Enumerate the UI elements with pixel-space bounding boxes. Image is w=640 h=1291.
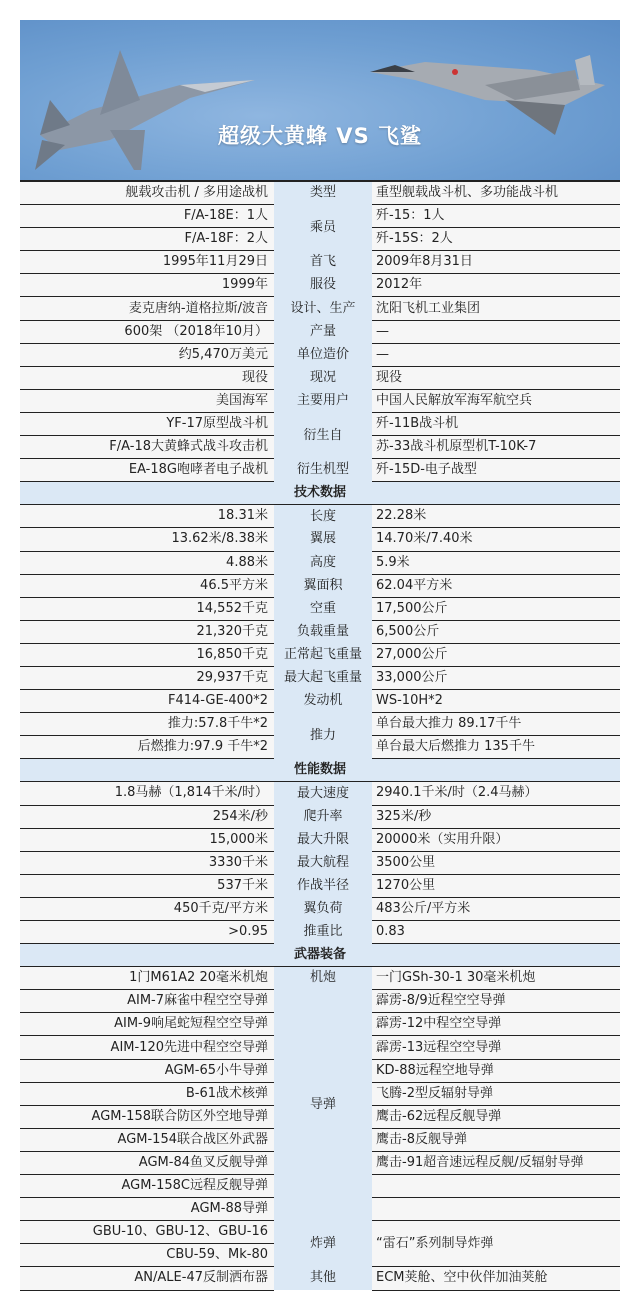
table-row <box>20 713 620 736</box>
flying-shark-value: 歼-15D-电子战型 <box>372 459 620 482</box>
table-row <box>20 597 620 620</box>
section-header-row <box>20 482 620 505</box>
attribute-label: 衍生机型 <box>274 459 372 482</box>
flying-shark-value <box>372 1198 620 1221</box>
table-row <box>20 690 620 713</box>
attribute-label: 导弹 <box>274 990 372 1221</box>
attribute-label: 机炮 <box>274 967 372 990</box>
table-row <box>20 459 620 482</box>
attribute-label: 长度 <box>274 505 372 528</box>
flying-shark-value: 歼-15：1人 <box>372 205 620 228</box>
super-hornet-value: AIM-120先进中程空空导弹 <box>20 1036 274 1059</box>
table-row <box>20 921 620 944</box>
attribute-label: 正常起飞重量 <box>274 643 372 666</box>
flying-shark-value: 重型舰载战斗机、多功能战斗机 <box>372 181 620 205</box>
table-row <box>20 828 620 851</box>
table-row <box>20 297 620 320</box>
flying-shark-value: 苏-33战斗机原型机T-10K-7 <box>372 436 620 459</box>
super-hornet-value: 推力:57.8千牛*2 <box>20 713 274 736</box>
table-row <box>20 990 620 1013</box>
flying-shark-value: — <box>372 343 620 366</box>
super-hornet-value: 14,552千克 <box>20 597 274 620</box>
super-hornet-value: 舰载攻击机 / 多用途战机 <box>20 181 274 205</box>
flying-shark-value: 2012年 <box>372 274 620 297</box>
attribute-label: 高度 <box>274 551 372 574</box>
flying-shark-value: 6,500公斤 <box>372 620 620 643</box>
flying-shark-value: 62.04平方米 <box>372 574 620 597</box>
table-row <box>20 181 620 205</box>
super-hornet-value: 后燃推力:97.9 千牛*2 <box>20 736 274 759</box>
table-row <box>20 643 620 666</box>
super-hornet-value: CBU-59、Mk-80 <box>20 1244 274 1267</box>
super-hornet-value: 46.5平方米 <box>20 574 274 597</box>
table-row <box>20 551 620 574</box>
attribute-label: 作战半径 <box>274 874 372 897</box>
flying-shark-value: 中国人民解放军海军航空兵 <box>372 389 620 412</box>
attribute-label: 服役 <box>274 274 372 297</box>
flying-shark-value: 霹雳-8/9近程空空导弹 <box>372 990 620 1013</box>
flying-shark-value: KD-88远程空地导弹 <box>372 1059 620 1082</box>
attribute-label: 单位造价 <box>274 343 372 366</box>
flying-shark-value: 17,500公斤 <box>372 597 620 620</box>
flying-shark-value: “雷石”系列制导炸弹 <box>372 1221 620 1267</box>
super-hornet-value: 537千米 <box>20 874 274 897</box>
attribute-label: 衍生自 <box>274 412 372 458</box>
flying-shark-value: 鹰击-91超音速远程反舰/反辐射导弹 <box>372 1151 620 1174</box>
flying-shark-value: 沈阳飞机工业集团 <box>372 297 620 320</box>
section-title: 武器装备 <box>20 944 620 967</box>
super-hornet-value: 4.88米 <box>20 551 274 574</box>
flying-shark-value: 325米/秒 <box>372 805 620 828</box>
attribute-label: 产量 <box>274 320 372 343</box>
attribute-label: 翼面积 <box>274 574 372 597</box>
super-hornet-value: 3330千米 <box>20 851 274 874</box>
super-hornet-value: YF-17原型战斗机 <box>20 412 274 435</box>
super-hornet-value: 18.31米 <box>20 505 274 528</box>
attribute-label: 现况 <box>274 366 372 389</box>
page-title: 超级大黄蜂 VS 飞鲨 <box>218 124 422 148</box>
attribute-label: 推重比 <box>274 921 372 944</box>
table-row <box>20 620 620 643</box>
attribute-label: 负载重量 <box>274 620 372 643</box>
attribute-label: 其他 <box>274 1267 372 1290</box>
flying-shark-value: 22.28米 <box>372 505 620 528</box>
flying-shark-value: 霹雳-13远程空空导弹 <box>372 1036 620 1059</box>
super-hornet-value: F/A-18大黄蜂式战斗攻击机 <box>20 436 274 459</box>
table-row <box>20 251 620 274</box>
super-hornet-value: AGM-88导弹 <box>20 1198 274 1221</box>
super-hornet-value: EA-18G咆哮者电子战机 <box>20 459 274 482</box>
super-hornet-value: 13.62米/8.38米 <box>20 528 274 551</box>
flying-shark-value: 鹰击-8反舰导弹 <box>372 1128 620 1151</box>
attribute-label: 最大航程 <box>274 851 372 874</box>
super-hornet-value: F/A-18E：1人 <box>20 205 274 228</box>
flying-shark-value: — <box>372 320 620 343</box>
section-header-row <box>20 759 620 782</box>
attribute-label: 最大升限 <box>274 828 372 851</box>
attribute-label: 爬升率 <box>274 805 372 828</box>
section-title: 性能数据 <box>20 759 620 782</box>
flying-shark-value: 飞腾-2型反辐射导弹 <box>372 1082 620 1105</box>
table-row <box>20 389 620 412</box>
super-hornet-value: AGM-65小牛导弹 <box>20 1059 274 1082</box>
table-row <box>20 528 620 551</box>
table-row <box>20 274 620 297</box>
flying-shark-value: 一门GSh-30-1 30毫米机炮 <box>372 967 620 990</box>
flying-shark-value: 14.70米/7.40米 <box>372 528 620 551</box>
super-hornet-value: 21,320千克 <box>20 620 274 643</box>
flying-shark-value: 33,000公斤 <box>372 666 620 689</box>
super-hornet-value: 254米/秒 <box>20 805 274 828</box>
super-hornet-value: 1999年 <box>20 274 274 297</box>
attribute-label: 主要用户 <box>274 389 372 412</box>
flying-shark-value: 霹雳-12中程空空导弹 <box>372 1013 620 1036</box>
super-hornet-value: F/A-18F：2人 <box>20 228 274 251</box>
attribute-label: 空重 <box>274 597 372 620</box>
flying-shark-value: WS-10H*2 <box>372 690 620 713</box>
table-row <box>20 574 620 597</box>
table-row <box>20 343 620 366</box>
super-hornet-value: AGM-154联合战区外武器 <box>20 1128 274 1151</box>
attribute-label: 设计、生产 <box>274 297 372 320</box>
table-row <box>20 851 620 874</box>
attribute-label: 翼负荷 <box>274 897 372 920</box>
flying-shark-value: 483公斤/平方米 <box>372 897 620 920</box>
table-row <box>20 967 620 990</box>
flying-shark-value: 3500公里 <box>372 851 620 874</box>
super-hornet-value: AGM-84鱼叉反舰导弹 <box>20 1151 274 1174</box>
flying-shark-value: 20000米（实用升限） <box>372 828 620 851</box>
super-hornet-value: 15,000米 <box>20 828 274 851</box>
super-hornet-value: F414-GE-400*2 <box>20 690 274 713</box>
super-hornet-value: 1.8马赫（1,814千米/时） <box>20 782 274 805</box>
super-hornet-value: GBU-10、GBU-12、GBU-16 <box>20 1221 274 1244</box>
super-hornet-value: 450千克/平方米 <box>20 897 274 920</box>
super-hornet-value: AIM-7麻雀中程空空导弹 <box>20 990 274 1013</box>
attribute-label: 炸弹 <box>274 1221 372 1267</box>
flying-shark-value: 单台最大后燃推力 135千牛 <box>372 736 620 759</box>
super-hornet-value: 1995年11月29日 <box>20 251 274 274</box>
attribute-label: 最大起飞重量 <box>274 666 372 689</box>
attribute-label: 类型 <box>274 181 372 205</box>
table-row <box>20 666 620 689</box>
super-hornet-value: 麦克唐纳-道格拉斯/波音 <box>20 297 274 320</box>
table-row <box>20 320 620 343</box>
flying-shark-value: 0.83 <box>372 921 620 944</box>
comparison-table <box>20 180 620 1291</box>
table-row <box>20 897 620 920</box>
flying-shark-value: 现役 <box>372 366 620 389</box>
header-banner <box>20 20 620 180</box>
super-hornet-value: 16,850千克 <box>20 643 274 666</box>
super-hornet-value: AIM-9响尾蛇短程空空导弹 <box>20 1013 274 1036</box>
table-row <box>20 1267 620 1290</box>
super-hornet-value: 约5,470万美元 <box>20 343 274 366</box>
table-row <box>20 505 620 528</box>
attribute-label: 最大速度 <box>274 782 372 805</box>
attribute-label: 乘员 <box>274 205 372 251</box>
super-hornet-value: AN/ALE-47反制洒布器 <box>20 1267 274 1290</box>
super-hornet-value: B-61战术核弹 <box>20 1082 274 1105</box>
flying-shark-value: 1270公里 <box>372 874 620 897</box>
flying-shark-value: 单台最大推力 89.17千牛 <box>372 713 620 736</box>
section-header-row <box>20 944 620 967</box>
table-row <box>20 1221 620 1244</box>
attribute-label: 首飞 <box>274 251 372 274</box>
section-title: 技术数据 <box>20 482 620 505</box>
super-hornet-value: >0.95 <box>20 921 274 944</box>
flying-shark-value: 2940.1千米/时（2.4马赫） <box>372 782 620 805</box>
super-hornet-value: AGM-158联合防区外空地导弹 <box>20 1105 274 1128</box>
super-hornet-value: AGM-158C远程反舰导弹 <box>20 1175 274 1198</box>
super-hornet-value: 1门M61A2 20毫米机炮 <box>20 967 274 990</box>
attribute-label: 推力 <box>274 713 372 759</box>
flying-shark-value: ECM荚舱、空中伙伴加油荚舱 <box>372 1267 620 1290</box>
flying-shark-value: 5.9米 <box>372 551 620 574</box>
table-row <box>20 366 620 389</box>
table-row <box>20 805 620 828</box>
attribute-label: 发动机 <box>274 690 372 713</box>
super-hornet-value: 29,937千克 <box>20 666 274 689</box>
super-hornet-value: 美国海军 <box>20 389 274 412</box>
flying-shark-value: 歼-15S：2人 <box>372 228 620 251</box>
super-hornet-value: 现役 <box>20 366 274 389</box>
super-hornet-jet-image <box>30 40 270 170</box>
table-row <box>20 874 620 897</box>
table-row <box>20 205 620 228</box>
super-hornet-value: 600架 （2018年10月） <box>20 320 274 343</box>
table-row <box>20 782 620 805</box>
attribute-label: 翼展 <box>274 528 372 551</box>
flying-shark-value: 27,000公斤 <box>372 643 620 666</box>
table-row <box>20 412 620 435</box>
flying-shark-value: 2009年8月31日 <box>372 251 620 274</box>
flying-shark-value: 歼-11B战斗机 <box>372 412 620 435</box>
flying-shark-value: 鹰击-62远程反舰导弹 <box>372 1105 620 1128</box>
flying-shark-value <box>372 1175 620 1198</box>
